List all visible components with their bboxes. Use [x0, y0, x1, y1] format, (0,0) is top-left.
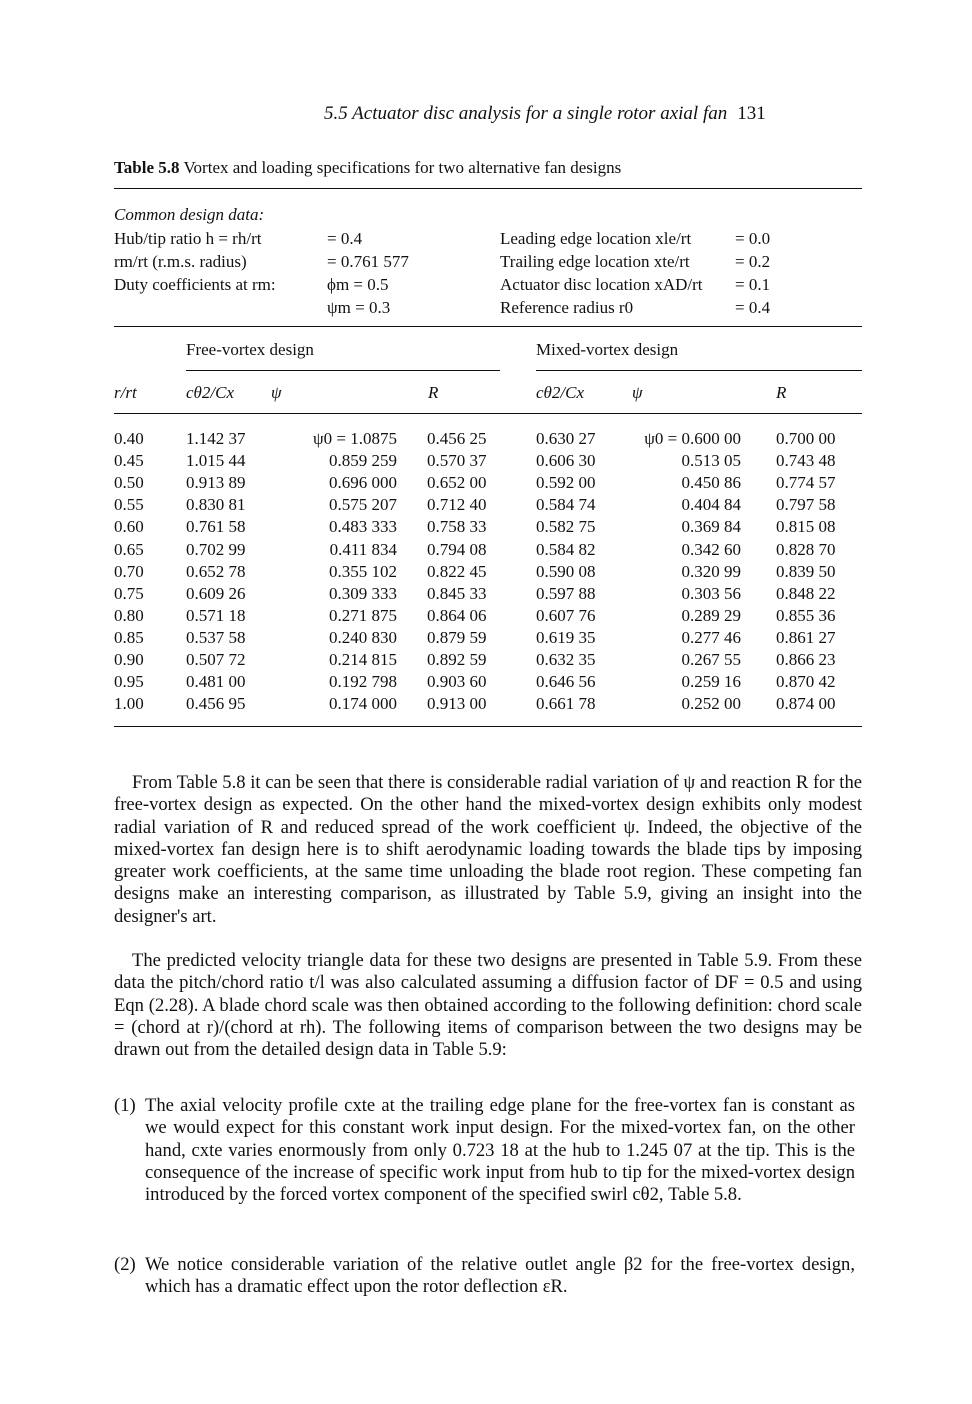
table-cell: 0.80	[114, 605, 144, 625]
table-cell: 0.481 00	[186, 672, 246, 692]
table-cell: ψ0 = 1.0875	[313, 429, 397, 448]
table-caption-text: Vortex and loading specifications for two alternative fan designs	[183, 158, 622, 177]
table-cell: 0.513 05	[681, 451, 741, 471]
table-label: Table 5.8	[114, 158, 180, 177]
common-left-value: ψm = 0.3	[327, 298, 391, 317]
group-header-mixed: Mixed-vortex design	[536, 340, 679, 359]
table-cell: 0.571 18	[186, 605, 246, 625]
common-left-label: Hub/tip ratio h = rh/rt	[114, 229, 262, 248]
table-cell: 0.696 000	[329, 473, 397, 493]
running-header	[324, 103, 766, 125]
table-cell: 0.606 30	[536, 451, 596, 471]
table-cell: 0.828 70	[776, 539, 836, 559]
table-cell: 0.320 99	[681, 561, 741, 581]
table-cell: 1.00	[114, 694, 144, 714]
column-header: cθ2/Cx	[536, 383, 585, 402]
table-cell: 0.90	[114, 650, 144, 669]
table-cell: 0.259 16	[681, 672, 741, 692]
common-left-value: ϕm = 0.5	[327, 275, 389, 294]
common-heading: Common design data:	[114, 205, 265, 224]
header-bottom-rule	[114, 413, 862, 414]
group-rule-free	[186, 370, 500, 371]
table-cell: 0.456 95	[186, 694, 246, 714]
column-header: ψ	[271, 383, 282, 402]
common-left-label: Duty coefficients at rm:	[114, 275, 276, 294]
common-left-label: rm/rt (r.m.s. radius)	[114, 252, 247, 271]
column-header: ψ	[632, 383, 643, 402]
table-cell: 0.646 56	[536, 672, 596, 692]
common-right-value: = 0.0	[735, 229, 771, 248]
table-cell: 0.848 22	[776, 583, 836, 603]
table-cell: 0.60	[114, 517, 144, 537]
table-cell: 0.271 875	[329, 605, 397, 625]
table-cell: 0.50	[114, 473, 144, 493]
table-cell: ψ0 = 0.600 00	[644, 429, 741, 448]
table-cell: 0.758 33	[427, 517, 487, 537]
common-right-value: = 0.1	[735, 275, 771, 294]
table-cell: 0.45	[114, 451, 144, 471]
table-cell: 0.55	[114, 495, 144, 515]
table-cell: 0.95	[114, 672, 144, 692]
table-cell: 0.859 259	[329, 451, 397, 471]
table-cell: 0.794 08	[427, 539, 487, 559]
common-bottom-rule	[114, 326, 862, 327]
list-item-label: (2)	[114, 1254, 136, 1275]
list-item-text: The axial velocity profile cxte at the trailing edge plane for the free-vortex fan is constant as we would expect for this constant work input design. For the mixed-vortex fan, on the other hand, cxte varies enormously from only 0.723 18 at the hub to 1.245 07 at the tip. This is the consequence of the increase of specific work input from hub to tip for the mixed-vortex design introduced by the forced vortex component of the specified swirl cθ2, Table 5.8.	[145, 1095, 855, 1206]
common-left-value: = 0.4	[327, 229, 363, 248]
table-cell: 0.289 29	[681, 605, 741, 625]
table-cell: 0.761 58	[186, 517, 246, 537]
body-paragraph-2	[114, 950, 862, 1061]
table-top-rule	[114, 188, 862, 189]
common-right-label: Reference radius r0	[500, 298, 634, 317]
table-cell: 0.874 00	[776, 694, 836, 714]
table-cell: 0.652 78	[186, 561, 246, 581]
table-cell: 0.404 84	[681, 495, 741, 515]
table-cell: 0.584 74	[536, 495, 596, 515]
table-cell: 0.619 35	[536, 627, 596, 647]
list-item-label: (1)	[114, 1095, 136, 1116]
table-cell: 0.267 55	[681, 650, 741, 669]
table-bottom-rule	[114, 726, 862, 727]
table-cell: 0.607 76	[536, 605, 596, 625]
group-header-free: Free-vortex design	[186, 340, 314, 359]
column-header: R	[776, 383, 787, 402]
column-header: r/rt	[114, 383, 137, 402]
table-cell: 0.483 333	[329, 517, 397, 537]
common-right-label: Actuator disc location xAD/rt	[500, 275, 703, 294]
table-cell: 0.913 89	[186, 473, 246, 493]
column-header: R	[428, 383, 439, 402]
column-header: cθ2/Cx	[186, 383, 235, 402]
body-paragraph-1	[114, 772, 862, 928]
table-cell: 0.652 00	[427, 473, 487, 493]
table-cell: 0.592 00	[536, 473, 596, 493]
table-cell: 0.879 59	[427, 627, 487, 647]
table-cell: 0.40	[114, 429, 144, 448]
table-cell: 0.252 00	[681, 694, 741, 714]
table-cell: 0.584 82	[536, 539, 596, 559]
table-cell: 0.192 798	[329, 672, 397, 692]
table-cell: 0.630 27	[536, 429, 596, 448]
table-cell: 0.830 81	[186, 495, 246, 515]
table-cell: 0.590 08	[536, 561, 596, 581]
table-cell: 0.214 815	[329, 650, 397, 669]
common-right-label: Trailing edge location xte/rt	[500, 252, 690, 271]
table-cell: 1.015 44	[186, 451, 246, 471]
table-cell: 0.65	[114, 539, 144, 559]
list-item-text: We notice considerable variation of the relative outlet angle β2 for the free-vortex design, which has a dramatic effect upon the rotor deflection εR.	[145, 1254, 855, 1298]
table-cell: 0.702 99	[186, 539, 246, 559]
table-cell: 0.797 58	[776, 495, 836, 515]
common-right-value: = 0.4	[735, 298, 771, 317]
table-cell: 0.903 60	[427, 672, 487, 692]
paragraph-text: From Table 5.8 it can be seen that there is considerable radial variation of ψ and reaction R for the free-vortex design as expected. On the other hand the mixed-vortex design exhibits only modest radial variation of R and reduced spread of the work coefficient ψ. Indeed, the objective of the mixed-vortex fan design here is to shift aerodynamic loading towards the blade tips by imposing greater work coefficients, at the same time unloading the blade root region. These competing fan designs make an interesting comparison, as illustrated by Table 5.9, giving an insight into the designer's art.	[114, 772, 862, 927]
table-cell: 0.839 50	[776, 561, 836, 581]
table-cell: 0.609 26	[186, 583, 246, 603]
table-cell: 0.411 834	[329, 539, 397, 559]
table-cell: 0.174 000	[329, 694, 397, 714]
table-cell: 0.661 78	[536, 694, 596, 714]
table-cell: 0.450 86	[681, 473, 741, 493]
group-rule-mixed	[536, 370, 862, 371]
table-cell: 0.855 36	[776, 605, 836, 625]
table-cell: 0.570 37	[427, 451, 487, 471]
table-cell: 0.507 72	[186, 650, 246, 669]
table-cell: 0.240 830	[329, 627, 397, 647]
header-title: 5.5 Actuator disc analysis for a single rotor axial fan	[324, 103, 728, 124]
table-cell: 0.309 333	[329, 583, 397, 603]
table-cell: 0.864 06	[427, 605, 487, 625]
table-cell: 0.537 58	[186, 627, 246, 647]
table-cell: 0.743 48	[776, 451, 836, 471]
table-cell: 0.75	[114, 583, 144, 603]
table-cell: 0.870 42	[776, 672, 836, 692]
table-cell: 0.70	[114, 561, 144, 581]
table-cell: 0.845 33	[427, 583, 487, 603]
table-cell: 0.822 45	[427, 561, 487, 581]
table-cell: 0.456 25	[427, 429, 487, 448]
table-cell: 1.142 37	[186, 429, 246, 448]
paragraph-text: The predicted velocity triangle data for these two designs are presented in Table 5.9. From these data the pitch/chord ratio t/l was also calculated assuming a diffusion factor of DF = 0.5 and using Eqn (2.28). A blade chord scale was then obtained according to the following definition: chord scale = (chord at r)/(chord at rh). The following items of comparison between the two designs may be drawn out from the detailed design data in Table 5.9:	[114, 950, 862, 1061]
table-cell: 0.355 102	[329, 561, 397, 581]
table-cell: 0.277 46	[681, 627, 741, 647]
table-cell: 0.861 27	[776, 627, 836, 647]
table-cell: 0.575 207	[329, 495, 397, 515]
table-cell: 0.369 84	[681, 517, 741, 537]
table-cell: 0.892 59	[427, 650, 487, 669]
table-cell: 0.342 60	[681, 539, 741, 559]
table-cell: 0.85	[114, 627, 144, 647]
table-cell: 0.597 88	[536, 583, 596, 603]
common-left-value: = 0.761 577	[327, 252, 409, 271]
table-cell: 0.712 40	[427, 495, 487, 515]
common-right-value: = 0.2	[735, 252, 771, 271]
common-right-label: Leading edge location xle/rt	[500, 229, 692, 248]
table-cell: 0.913 00	[427, 694, 487, 714]
table-cell: 0.866 23	[776, 650, 836, 669]
table-cell: 0.700 00	[776, 429, 836, 448]
table-cell: 0.815 08	[776, 517, 836, 537]
table-caption	[114, 158, 621, 178]
table-cell: 0.774 57	[776, 473, 836, 493]
table-cell: 0.303 56	[681, 583, 741, 603]
table-cell: 0.582 75	[536, 517, 596, 537]
table-cell: 0.632 35	[536, 650, 596, 669]
page-number: 131	[737, 103, 766, 124]
